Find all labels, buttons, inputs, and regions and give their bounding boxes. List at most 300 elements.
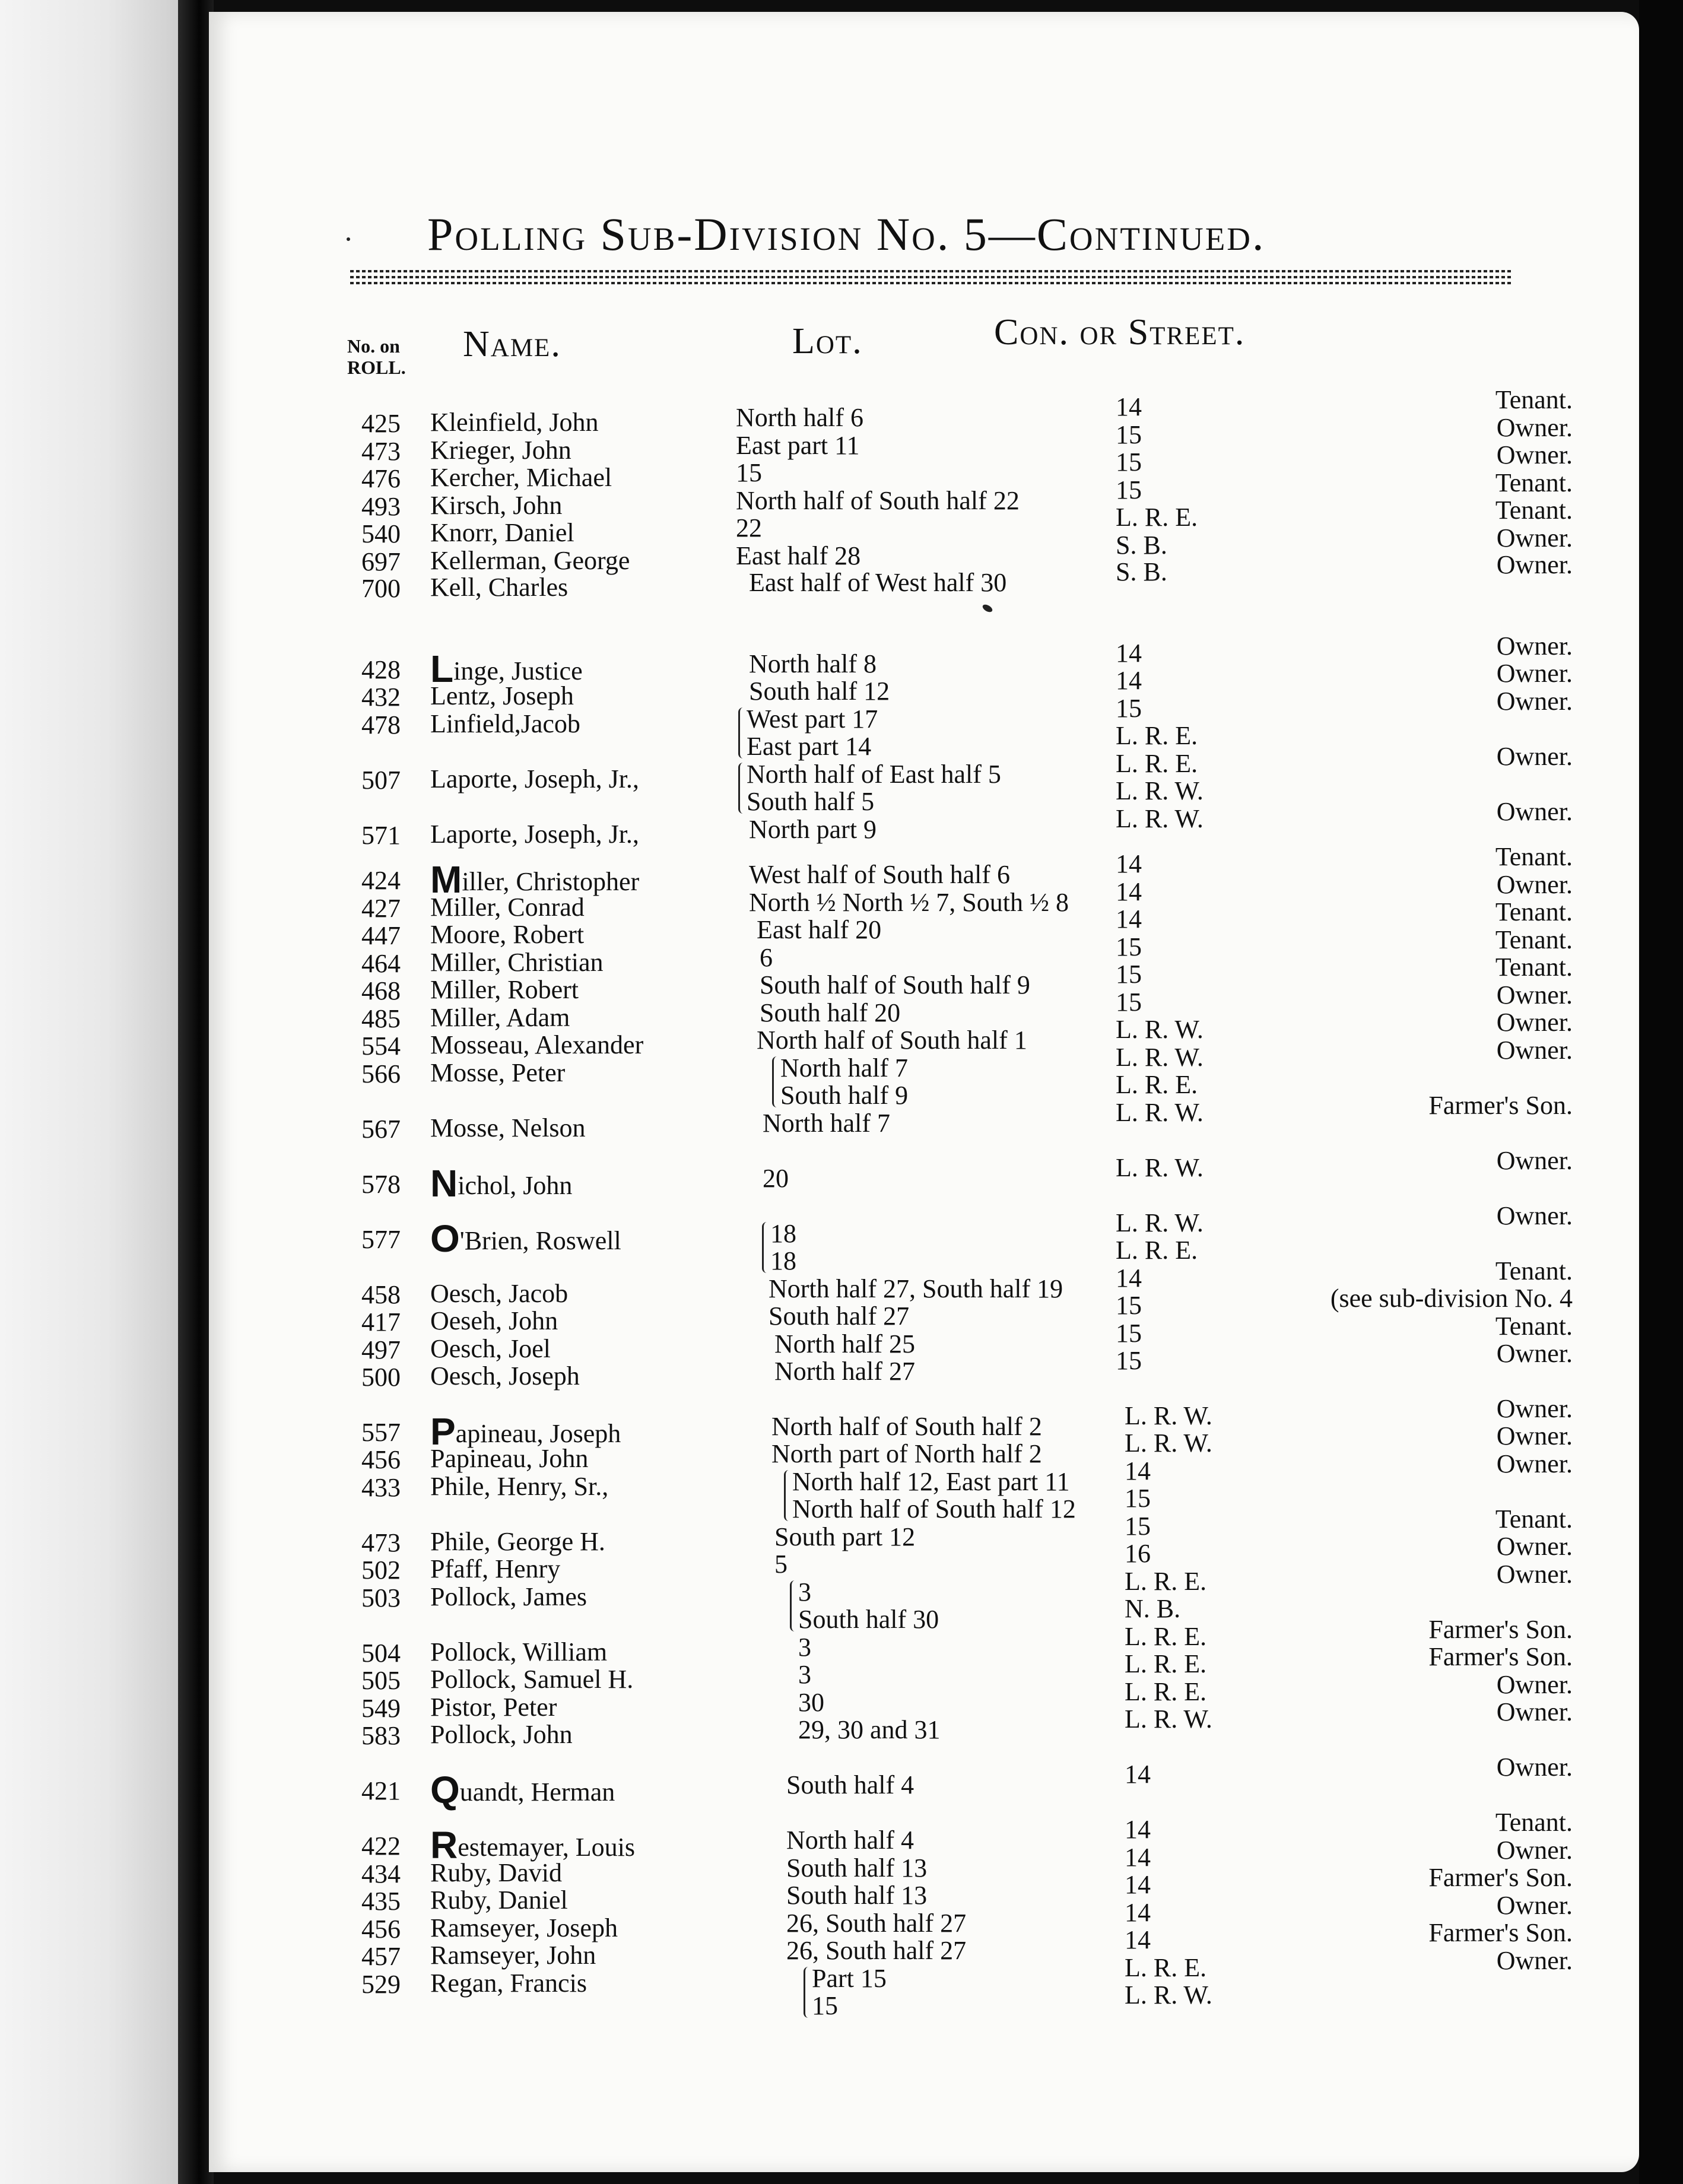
voter-name [430, 1693, 557, 1722]
lot-description: North half 6 [736, 403, 864, 432]
lot-description: North half 27, South half 19 [769, 1274, 1063, 1303]
voter-name-text: Oeseh, John [430, 1306, 558, 1335]
concession-or-street: L. R. W. [1116, 1015, 1203, 1044]
concession-or-street: 14 [1125, 1870, 1151, 1899]
roll-number: 417 [361, 1307, 401, 1337]
concession-or-street: L. R. E. [1125, 1677, 1207, 1706]
voter-name [430, 893, 585, 922]
voter-name [430, 765, 639, 793]
voter-name [430, 1769, 615, 1811]
voter-name-text: Pollock, William [430, 1637, 608, 1666]
lot-description: North half 27 [774, 1357, 916, 1386]
grouping-brace [784, 1470, 793, 1521]
roll-number: 422 [361, 1831, 401, 1861]
roll-number: 505 [361, 1666, 401, 1695]
concession-or-street: 15 [1116, 932, 1142, 961]
tenure-status: Tenant. [1495, 842, 1573, 871]
tenure-status: Owner. [1496, 1146, 1573, 1175]
voter-name-text: Miller, Christian [430, 948, 604, 977]
lot-description: 30 [798, 1688, 824, 1717]
section-initial-letter: P [430, 1410, 456, 1453]
lot-description: East part 11 [736, 431, 860, 460]
section-initial-letter: R [430, 1824, 458, 1866]
roll-number: 447 [361, 921, 401, 950]
tenure-status: Owner. [1496, 742, 1573, 771]
concession-or-street: L. R. W. [1125, 1980, 1212, 2010]
concession-or-street: 14 [1116, 849, 1142, 878]
concession-or-street: 15 [1116, 694, 1142, 723]
roll-number: 583 [361, 1721, 401, 1750]
concession-or-street: L. R. E. [1125, 1953, 1207, 1982]
roll-number: 549 [361, 1694, 401, 1723]
section-initial-letter: L [430, 647, 454, 690]
lot-description: 3 [798, 1660, 811, 1689]
concession-or-street: L. R. W. [1116, 776, 1203, 805]
lot-description: 3 [798, 1577, 811, 1607]
roll-number: 485 [361, 1004, 401, 1033]
concession-or-street: L. R. E. [1125, 1567, 1207, 1596]
voter-name [430, 1445, 588, 1473]
voter-name-text: uandt, Herman [459, 1777, 615, 1807]
lot-description: North half of East half 5 [747, 760, 1001, 789]
concession-or-street: L. R. E. [1116, 1070, 1198, 1099]
section-initial-letter: Q [430, 1769, 460, 1811]
voter-name [430, 1362, 580, 1391]
roll-number: 427 [361, 894, 401, 923]
roll-number: 425 [361, 409, 401, 438]
voter-name-text: Mosse, Nelson [430, 1113, 586, 1142]
concession-or-street: 14 [1125, 1843, 1151, 1872]
lot-description: South half 27 [769, 1301, 910, 1331]
voter-name-text: Pistor, Peter [430, 1693, 557, 1722]
roll-number: 473 [361, 1528, 401, 1557]
tenure-status: Owner. [1496, 687, 1573, 716]
tenure-status: Owner. [1496, 1339, 1573, 1368]
voter-name [430, 1665, 633, 1694]
grouping-brace [804, 1967, 812, 2018]
lot-description: Part 15 [812, 1964, 887, 1993]
tenure-status: Owner. [1496, 550, 1573, 579]
concession-or-street: S. B. [1116, 531, 1167, 560]
voter-name [430, 408, 599, 437]
concession-or-street: 15 [1116, 960, 1142, 989]
roll-number: 697 [361, 547, 401, 576]
tenure-status: Tenant. [1495, 953, 1573, 982]
facing-page-edge [0, 0, 178, 2184]
voter-name-text: Phile, Henry, Sr., [430, 1472, 609, 1501]
voter-name-text: Kirsch, John [430, 491, 563, 520]
lot-description: South half 9 [780, 1081, 909, 1110]
voter-name [430, 1886, 568, 1915]
roll-number: 529 [361, 1970, 401, 1999]
voter-name [430, 464, 612, 492]
concession-or-street: 14 [1116, 904, 1142, 934]
concession-or-street: 14 [1116, 666, 1142, 695]
voter-name [430, 1307, 558, 1335]
voter-name-text: Ramseyer, Joseph [430, 1913, 618, 1942]
concession-or-street: 14 [1116, 877, 1142, 906]
voter-name [430, 1941, 596, 1970]
lot-description: North half of South half 12 [792, 1494, 1076, 1523]
concession-or-street: 15 [1125, 1484, 1151, 1513]
roll-number: 464 [361, 949, 401, 978]
roll-number: 478 [361, 710, 401, 739]
voter-name-text: Laporte, Joseph, Jr., [430, 820, 639, 849]
concession-or-street: 14 [1116, 639, 1142, 668]
column-header-roll-number: No. on ROLL. [347, 335, 406, 378]
lot-description: South half 5 [747, 787, 875, 816]
voter-name [430, 820, 639, 849]
tenure-status: Owner. [1496, 1532, 1573, 1561]
tenure-status: Owner. [1496, 413, 1573, 442]
voter-name-text: Ruby, Daniel [430, 1885, 568, 1915]
concession-or-street: 15 [1116, 420, 1142, 449]
voter-name [430, 682, 574, 710]
roll-number: 435 [361, 1887, 401, 1916]
tenure-status: Tenant. [1495, 897, 1573, 926]
voter-name [430, 1217, 621, 1260]
concession-or-street: L. R. E. [1116, 749, 1198, 778]
grouping-brace [772, 1056, 781, 1107]
lot-description: 3 [798, 1633, 811, 1662]
lot-description: 18 [770, 1246, 796, 1275]
concession-or-street: 15 [1116, 1319, 1142, 1348]
concession-or-street: 14 [1116, 392, 1142, 421]
tenure-status: Owner. [1496, 1201, 1573, 1230]
lot-description: North half 8 [749, 649, 877, 678]
voter-name [430, 491, 562, 520]
voter-name [430, 1914, 618, 1942]
roll-number: 434 [361, 1859, 401, 1888]
lot-description: South part 12 [774, 1522, 916, 1551]
voter-name [430, 1162, 573, 1205]
lot-description: North half 12, East part 11 [792, 1467, 1070, 1496]
voter-name-text: Oesch, Joel [430, 1334, 551, 1363]
tenure-status: Owner. [1496, 659, 1573, 688]
roll-number: 577 [361, 1225, 401, 1254]
voter-name-text: Pollock, James [430, 1582, 587, 1611]
page-title: Polling Sub-Division No. 5—Continued. [427, 208, 1266, 260]
tenure-status: Farmer's Son. [1428, 1615, 1573, 1644]
voter-name-text: inge, Justice [453, 656, 583, 685]
voter-name-text: Oesch, Jacob [430, 1279, 569, 1308]
ink-speck [347, 237, 350, 241]
concession-or-street: 14 [1125, 1760, 1151, 1789]
concession-or-street: 14 [1125, 1898, 1151, 1927]
lot-description: 22 [736, 513, 762, 542]
lot-description: North half 7 [780, 1053, 909, 1083]
concession-or-street: S. B. [1116, 557, 1167, 586]
lot-description: 15 [812, 1991, 838, 2020]
concession-or-street: 15 [1125, 1512, 1151, 1541]
roll-number: 557 [361, 1418, 401, 1447]
voter-name-text: Pollock, John [430, 1720, 573, 1749]
voter-name-text: Krieger, John [430, 436, 571, 465]
voter-name [430, 1059, 565, 1087]
tenure-status: Tenant. [1495, 1312, 1573, 1341]
lot-description: West half of South half 6 [749, 860, 1011, 889]
voter-name [430, 1031, 643, 1059]
lot-description: 29, 30 and 31 [798, 1715, 941, 1744]
lot-description: 6 [760, 943, 773, 972]
voter-name [430, 1824, 636, 1866]
concession-or-street: 15 [1116, 1346, 1142, 1375]
column-header-lot: Lot. [792, 321, 863, 361]
lot-description: North half 4 [786, 1826, 914, 1855]
concession-or-street: L. R. W. [1116, 1043, 1203, 1072]
voter-name [430, 519, 574, 547]
concession-or-street: L. R. W. [1125, 1401, 1212, 1430]
lot-description: North part 9 [749, 815, 877, 844]
tenure-status: Tenant. [1495, 385, 1573, 414]
voter-name-text: Kellerman, George [430, 546, 630, 575]
tenure-status: Owner. [1496, 1036, 1573, 1065]
roll-number: 504 [361, 1639, 401, 1668]
concession-or-street: 15 [1116, 988, 1142, 1017]
voter-name-text: ichol, John [458, 1171, 573, 1200]
voter-name-text: apineau, Joseph [455, 1419, 621, 1448]
voter-name [430, 1472, 608, 1501]
tenure-status: Owner. [1496, 870, 1573, 899]
voter-name [430, 1114, 586, 1142]
roll-number: 456 [361, 1445, 401, 1474]
voter-name-text: Linfield,Jacob [430, 709, 580, 738]
column-header-concession: Con. or Street. [994, 312, 1246, 353]
tenure-status: (see sub-division No. 4 [1330, 1284, 1573, 1313]
roll-number: 500 [361, 1363, 401, 1392]
tenure-status: Farmer's Son. [1428, 1642, 1573, 1671]
voter-name [430, 1335, 551, 1363]
concession-or-street: 14 [1125, 1925, 1151, 1954]
lot-description: South half of South half 9 [760, 970, 1030, 999]
tenure-status: Owner. [1496, 440, 1573, 469]
roll-number: 473 [361, 437, 401, 466]
voter-name [430, 948, 604, 977]
column-header-name: Name. [463, 324, 561, 364]
concession-or-street: 14 [1116, 1264, 1142, 1293]
voter-name-text: 'Brien, Roswell [459, 1226, 621, 1255]
voter-name-text: Laporte, Joseph, Jr., [430, 764, 639, 793]
tenure-status: Owner. [1496, 631, 1573, 661]
voter-name [430, 1528, 605, 1556]
grouping-brace [738, 763, 747, 814]
concession-or-street: 14 [1125, 1456, 1151, 1485]
concession-or-street: 16 [1125, 1539, 1151, 1568]
voter-name-text: Miller, Robert [430, 975, 579, 1004]
voter-name-text: Miller, Adam [430, 1003, 570, 1032]
grouping-brace [790, 1580, 799, 1631]
voter-name-text: Mosseau, Alexander [430, 1030, 644, 1059]
roll-number: 468 [361, 976, 401, 1005]
tenure-status: Owner. [1496, 980, 1573, 1010]
lot-description: East half of West half 30 [749, 568, 1007, 597]
voter-name [430, 547, 630, 575]
roll-number: 456 [361, 1915, 401, 1944]
lot-description: East half 20 [757, 915, 882, 944]
voter-name [430, 1583, 587, 1611]
lot-description: North half of South half 22 [736, 486, 1020, 515]
tenure-status: Tenant. [1495, 1504, 1573, 1534]
voter-name [430, 976, 579, 1004]
concession-or-street: L. R. E. [1116, 721, 1198, 750]
roll-number: 540 [361, 519, 401, 548]
lot-description: North half 7 [763, 1109, 891, 1138]
tenure-status: Tenant. [1495, 468, 1573, 497]
voter-name [430, 1638, 607, 1666]
grouping-brace [762, 1222, 771, 1273]
roll-number: 554 [361, 1031, 401, 1061]
voter-name-text: Lentz, Joseph [430, 681, 574, 710]
concession-or-street: L. R. W. [1125, 1704, 1212, 1734]
tenure-status: Farmer's Son. [1428, 1918, 1573, 1947]
book-spine [178, 0, 214, 2184]
concession-or-street: L. R. W. [1116, 1098, 1203, 1127]
scan-border [1639, 0, 1683, 2184]
voter-name [430, 858, 640, 901]
tenure-status: Owner. [1496, 1753, 1573, 1782]
tenure-status: Owner. [1496, 797, 1573, 826]
roll-number: 571 [361, 821, 401, 850]
roll-number: 507 [361, 766, 401, 795]
concession-or-street: 14 [1125, 1815, 1151, 1844]
lot-description: 20 [763, 1164, 789, 1193]
voter-name [430, 1720, 573, 1749]
lot-description: East part 14 [747, 732, 872, 761]
roll-number: 421 [361, 1776, 401, 1805]
roll-number: 567 [361, 1115, 401, 1144]
concession-or-street: 15 [1116, 475, 1142, 504]
tenure-status: Owner. [1496, 1946, 1573, 1975]
roll-number: 497 [361, 1335, 401, 1364]
voter-name-text: estemayer, Louis [458, 1833, 636, 1862]
roll-number: 432 [361, 682, 401, 712]
voter-name-text: Pfaff, Henry [430, 1554, 561, 1583]
roll-number: 566 [361, 1059, 401, 1088]
voter-name [430, 573, 568, 602]
voter-name [430, 1859, 562, 1887]
roll-number: 424 [361, 866, 401, 895]
voter-name [430, 1969, 587, 1998]
lot-description: 15 [736, 458, 762, 487]
roll-number: 458 [361, 1280, 401, 1309]
concession-or-street: L. R. W. [1125, 1429, 1212, 1458]
voter-name-text: Regan, Francis [430, 1969, 587, 1998]
section-initial-letter: M [430, 858, 462, 901]
tenure-status: Owner. [1496, 1449, 1573, 1478]
concession-or-street: L. R. E. [1116, 1236, 1198, 1265]
roll-number: 457 [361, 1942, 401, 1971]
voter-name [430, 1555, 560, 1583]
tenure-status: Owner. [1496, 1394, 1573, 1423]
voter-name-text: iller, Christopher [462, 867, 640, 896]
roll-number: 493 [361, 492, 401, 521]
voter-name-text: Knorr, Daniel [430, 518, 574, 547]
voter-name-text: Papineau, John [430, 1444, 589, 1473]
section-initial-letter: N [430, 1162, 458, 1205]
tenure-status: Owner. [1496, 523, 1573, 553]
concession-or-street: N. B. [1125, 1594, 1181, 1623]
concession-or-street: 15 [1116, 447, 1142, 477]
lot-description: North half of South half 1 [757, 1026, 1027, 1055]
voter-name-text: Pollock, Samuel H. [430, 1665, 634, 1694]
voter-name-text: Kell, Charles [430, 573, 569, 602]
voter-name-text: Oesch, Joseph [430, 1361, 580, 1391]
tenure-status: Farmer's Son. [1428, 1863, 1573, 1892]
lot-description: South half 12 [749, 677, 890, 706]
concession-or-street: L. R. W. [1116, 1208, 1203, 1237]
tenure-status: Owner. [1496, 1008, 1573, 1037]
roll-number: 578 [361, 1170, 401, 1199]
roll-number: 428 [361, 655, 401, 684]
tenure-status: Owner. [1496, 1421, 1573, 1450]
tenure-status: Tenant. [1495, 496, 1573, 525]
lot-description: North part of North half 2 [771, 1439, 1042, 1468]
lot-description: South half 13 [786, 1853, 928, 1883]
concession-or-street: L. R. E. [1125, 1622, 1207, 1651]
voter-name [430, 920, 584, 949]
concession-or-street: L. R. W. [1116, 804, 1203, 833]
lot-description: North half 25 [774, 1329, 916, 1358]
concession-or-street: L. R. E. [1125, 1649, 1207, 1678]
lot-description: East half 28 [736, 541, 861, 570]
lot-description: North ½ North ½ 7, South ½ 8 [749, 888, 1069, 917]
roll-number: 700 [361, 574, 401, 603]
tenure-status: Owner. [1496, 1697, 1573, 1726]
voter-name [430, 1004, 570, 1032]
lot-description: South half 30 [798, 1605, 939, 1634]
tenure-status: Owner. [1496, 1891, 1573, 1920]
tenure-status: Tenant. [1495, 925, 1573, 954]
voter-name [430, 1280, 568, 1308]
lot-description: South half 13 [786, 1881, 928, 1910]
lot-description: 26, South half 27 [786, 1936, 967, 1965]
title-rule [350, 270, 1513, 285]
lot-description: 26, South half 27 [786, 1909, 967, 1938]
voter-name [430, 710, 580, 738]
voter-name-text: Kercher, Michael [430, 463, 612, 492]
lot-description: South half 4 [786, 1770, 914, 1799]
tenure-status: Owner. [1496, 1670, 1573, 1699]
tenure-status: Tenant. [1495, 1256, 1573, 1285]
grouping-brace [738, 707, 747, 758]
roll-number: 503 [361, 1583, 401, 1612]
section-initial-letter: O [430, 1217, 460, 1260]
tenure-status: Tenant. [1495, 1808, 1573, 1837]
tenure-status: Owner. [1496, 1836, 1573, 1865]
roll-number: 433 [361, 1473, 401, 1502]
concession-or-street: 15 [1116, 1291, 1142, 1320]
voter-name-text: Moore, Robert [430, 920, 585, 949]
roll-number: 476 [361, 464, 401, 493]
voter-name-text: Kleinfield, John [430, 408, 599, 437]
lot-description: North half of South half 2 [771, 1412, 1042, 1441]
concession-or-street: L. R. E. [1116, 503, 1198, 532]
lot-description: 5 [774, 1550, 787, 1579]
lot-description: West part 17 [747, 704, 878, 734]
voter-name-text: Mosse, Peter [430, 1058, 566, 1087]
tenure-status: Farmer's Son. [1428, 1091, 1573, 1120]
voter-name-text: Phile, George H. [430, 1527, 605, 1556]
lot-description: South half 20 [760, 998, 901, 1027]
voter-name-text: Ruby, David [430, 1858, 563, 1887]
lot-description: 18 [770, 1219, 796, 1248]
roll-number: 502 [361, 1556, 401, 1585]
voter-name [430, 436, 571, 465]
tenure-status: Owner. [1496, 1560, 1573, 1589]
voter-name-text: Miller, Conrad [430, 893, 585, 922]
concession-or-street: L. R. W. [1116, 1153, 1203, 1182]
voter-name-text: Ramseyer, John [430, 1941, 596, 1970]
